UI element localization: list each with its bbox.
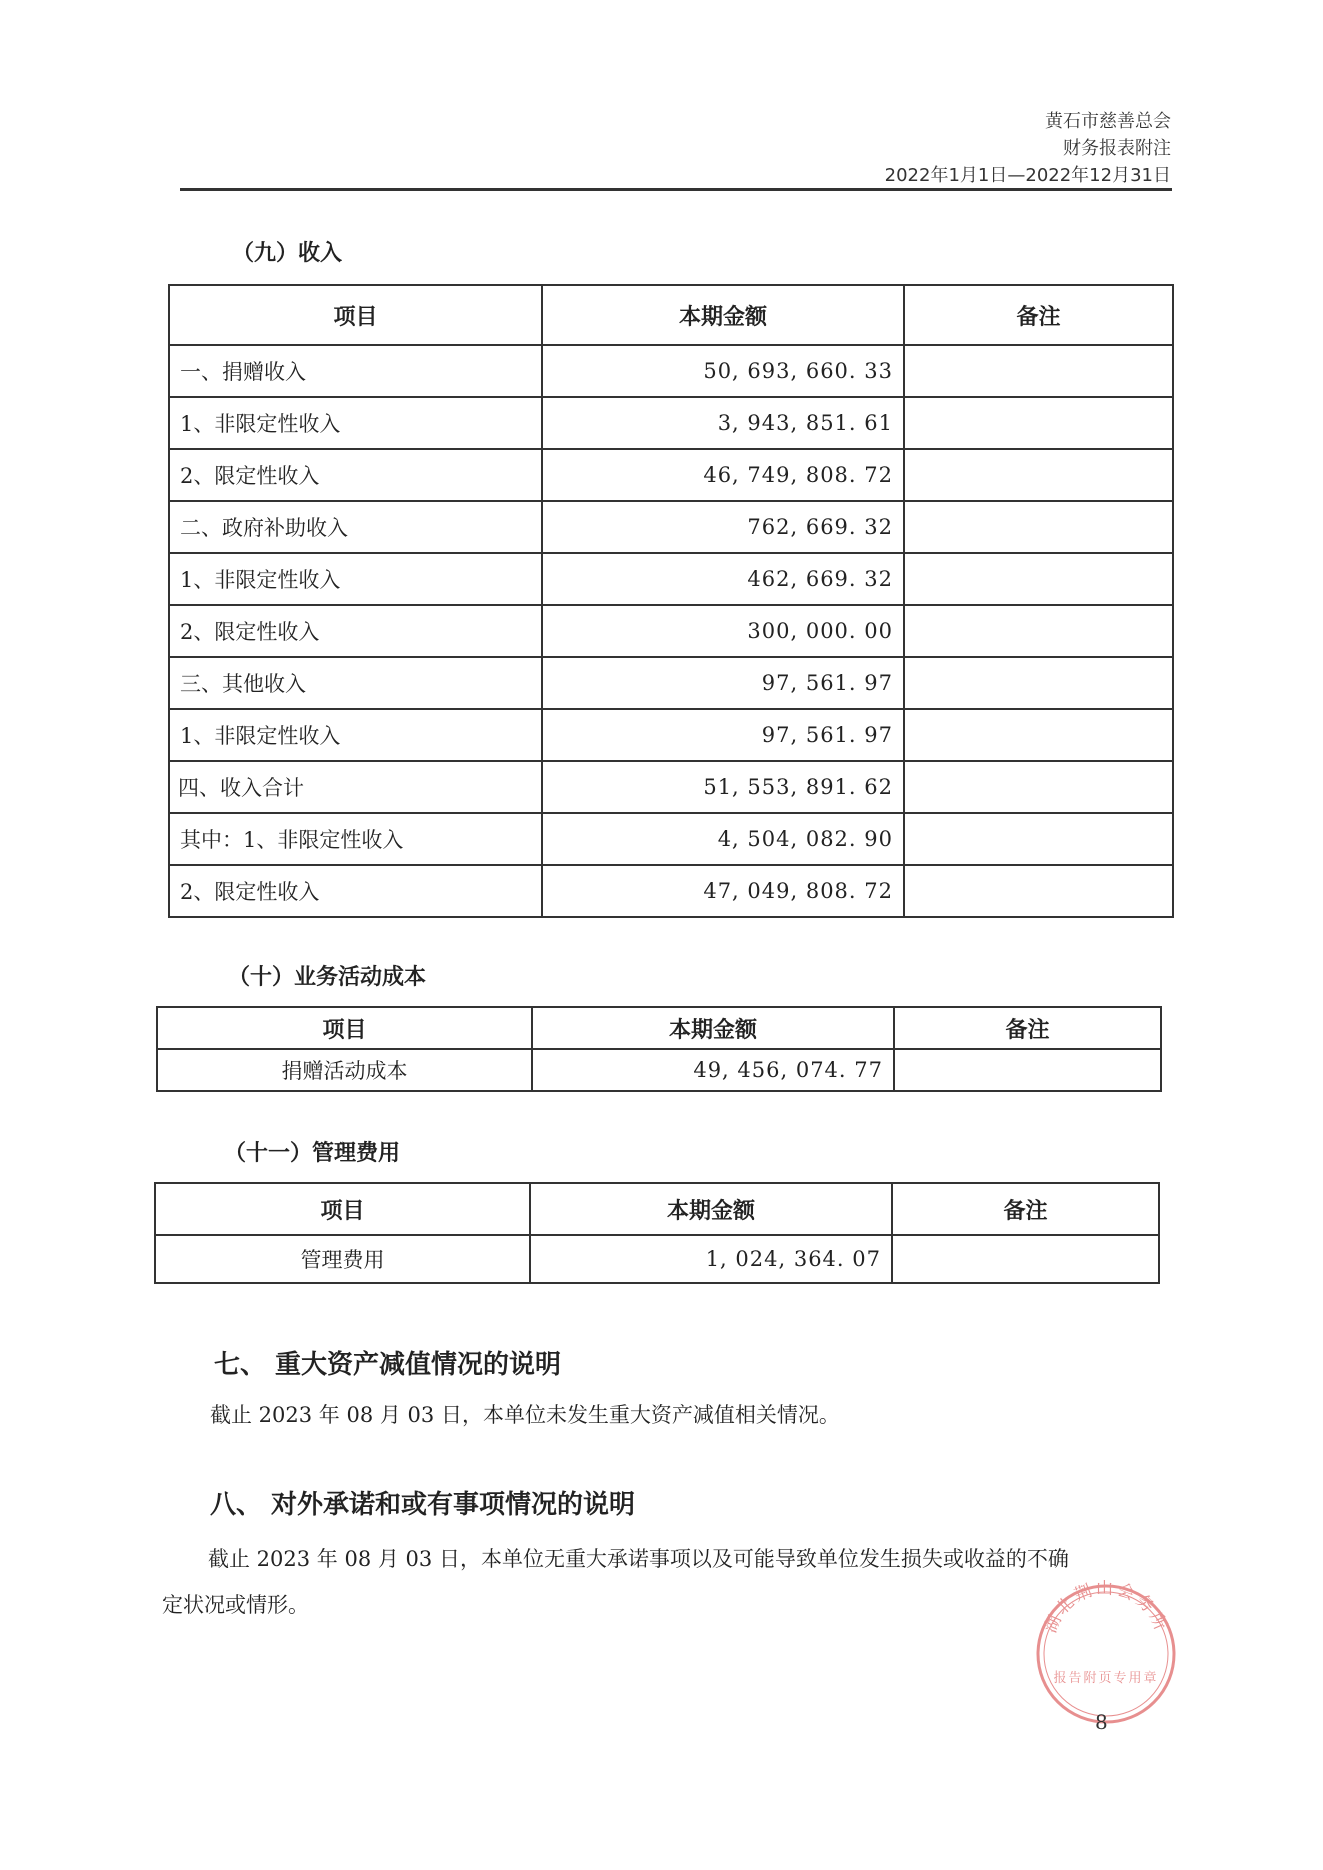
table-row bbox=[169, 813, 1173, 865]
col-amount: 本期金额 bbox=[532, 1007, 894, 1049]
table-row bbox=[169, 761, 1173, 813]
row-item: 其中：1、非限定性收入 bbox=[169, 813, 542, 865]
table-row bbox=[169, 345, 1173, 397]
page-header bbox=[471, 108, 1171, 189]
row-item: 2、限定性收入 bbox=[169, 449, 542, 501]
table-row bbox=[169, 865, 1173, 917]
row-note bbox=[904, 865, 1173, 917]
header-doc: 财务报表附注 bbox=[1063, 138, 1171, 159]
admin-expense-header-row bbox=[155, 1183, 1159, 1235]
row-amount: 762, 669. 32 bbox=[542, 501, 904, 553]
col-amount: 本期金额 bbox=[530, 1183, 892, 1235]
row-item: 二、政府补助收入 bbox=[169, 501, 542, 553]
col-item: 项目 bbox=[155, 1183, 530, 1235]
table-row bbox=[169, 605, 1173, 657]
svg-text:湖北荆山会务所: 湖北荆山会务所 bbox=[1040, 1580, 1172, 1636]
col-note: 备注 bbox=[904, 285, 1173, 345]
row-amount: 4, 504, 082. 90 bbox=[542, 813, 904, 865]
table-row bbox=[169, 501, 1173, 553]
row-amount: 50, 693, 660. 33 bbox=[542, 345, 904, 397]
admin-expense-title: （十一）管理费用 bbox=[224, 1141, 401, 1166]
income-header-row bbox=[169, 285, 1173, 345]
section8-line2: 定状况或情形。 bbox=[162, 1593, 309, 1617]
row-note bbox=[904, 813, 1173, 865]
header-rule bbox=[180, 188, 1172, 191]
row-note bbox=[904, 657, 1173, 709]
col-item: 项目 bbox=[157, 1007, 532, 1049]
income-title: （九）收入 bbox=[232, 241, 343, 266]
row-amount: 97, 561. 97 bbox=[542, 657, 904, 709]
row-note bbox=[904, 553, 1173, 605]
row-note bbox=[904, 397, 1173, 449]
row-amount: 46, 749, 808. 72 bbox=[542, 449, 904, 501]
table-row bbox=[169, 709, 1173, 761]
row-note bbox=[904, 761, 1173, 813]
income-table bbox=[168, 284, 1174, 918]
row-note bbox=[904, 449, 1173, 501]
svg-text:报告附页专用章: 报告附页专用章 bbox=[1053, 1671, 1159, 1686]
section8-line1: 截止 2023 年 08 月 03 日，本单位无重大承诺事项以及可能导致单位发生损失或收益的不确 bbox=[208, 1547, 1069, 1571]
col-note: 备注 bbox=[894, 1007, 1161, 1049]
row-amount: 3, 943, 851. 61 bbox=[542, 397, 904, 449]
row-amount: 97, 561. 97 bbox=[542, 709, 904, 761]
row-item: 1、非限定性收入 bbox=[169, 553, 542, 605]
row-amount: 51, 553, 891. 62 bbox=[542, 761, 904, 813]
header-org: 黄石市慈善总会 bbox=[1045, 111, 1171, 132]
section7-text: 截止 2023 年 08 月 03 日，本单位未发生重大资产减值相关情况。 bbox=[210, 1403, 840, 1427]
table-row bbox=[155, 1235, 1159, 1283]
row-note bbox=[904, 709, 1173, 761]
row-item: 管理费用 bbox=[155, 1235, 530, 1283]
section7-title: 七、 重大资产减值情况的说明 bbox=[214, 1350, 562, 1380]
activity-cost-title: （十）业务活动成本 bbox=[228, 965, 427, 990]
row-note bbox=[904, 605, 1173, 657]
row-item: 四、收入合计 bbox=[169, 761, 542, 813]
col-amount: 本期金额 bbox=[542, 285, 904, 345]
row-item: 一、捐赠收入 bbox=[169, 345, 542, 397]
activity-cost-table bbox=[156, 1006, 1162, 1092]
table-row bbox=[169, 657, 1173, 709]
row-note bbox=[892, 1235, 1159, 1283]
header-period: 2022年1月1日—2022年12月31日 bbox=[884, 165, 1171, 186]
row-amount: 49, 456, 074. 77 bbox=[532, 1049, 894, 1091]
table-row bbox=[169, 553, 1173, 605]
table-row bbox=[157, 1049, 1161, 1091]
row-item: 2、限定性收入 bbox=[169, 865, 542, 917]
row-note bbox=[904, 345, 1173, 397]
row-item: 2、限定性收入 bbox=[169, 605, 542, 657]
admin-expense-table bbox=[154, 1182, 1160, 1284]
row-amount: 47, 049, 808. 72 bbox=[542, 865, 904, 917]
activity-cost-header-row bbox=[157, 1007, 1161, 1049]
table-row bbox=[169, 397, 1173, 449]
col-note: 备注 bbox=[892, 1183, 1159, 1235]
row-item: 1、非限定性收入 bbox=[169, 397, 542, 449]
row-note bbox=[904, 501, 1173, 553]
row-amount: 462, 669. 32 bbox=[542, 553, 904, 605]
row-item: 捐赠活动成本 bbox=[157, 1049, 532, 1091]
table-row bbox=[169, 449, 1173, 501]
col-item: 项目 bbox=[169, 285, 542, 345]
row-amount: 300, 000. 00 bbox=[542, 605, 904, 657]
row-amount: 1, 024, 364. 07 bbox=[530, 1235, 892, 1283]
section8-title: 八、 对外承诺和或有事项情况的说明 bbox=[210, 1490, 636, 1520]
row-item: 三、其他收入 bbox=[169, 657, 542, 709]
company-seal bbox=[1032, 1580, 1180, 1728]
row-note bbox=[894, 1049, 1161, 1091]
row-item: 1、非限定性收入 bbox=[169, 709, 542, 761]
page-number: 8 bbox=[1095, 1710, 1108, 1734]
